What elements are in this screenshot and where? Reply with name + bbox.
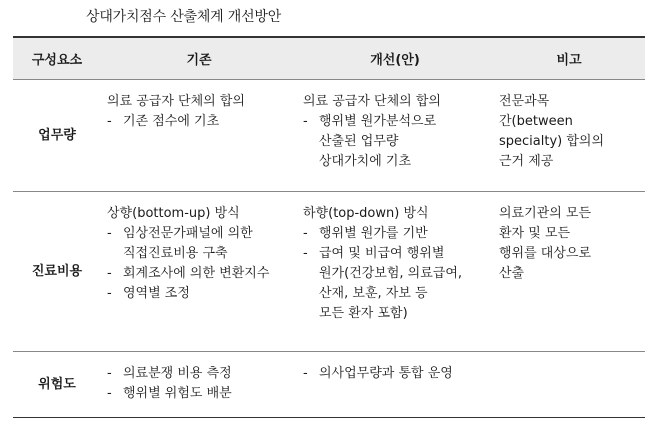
line-text: 행위별 원가를 기반	[319, 226, 428, 241]
line-text: 산출	[499, 266, 525, 281]
line-text: 근거 제공	[499, 154, 554, 169]
text-line	[499, 204, 641, 224]
header-remarks: 비고	[493, 37, 645, 80]
text-line	[499, 152, 641, 172]
line-text: 의사업무량과 통합 운영	[319, 366, 453, 381]
text-line	[499, 112, 641, 132]
table-row	[13, 192, 645, 352]
line-text: 행위별 위험도 배분	[123, 386, 232, 401]
header-component: 구성요소	[13, 37, 101, 80]
bullet-line	[303, 112, 489, 132]
text-line	[303, 152, 489, 172]
cell-existing	[101, 80, 297, 192]
dash-marker: -	[303, 366, 308, 381]
cell-improved	[297, 80, 493, 192]
line-text: 직접진료비용 구축	[123, 246, 228, 261]
text-line	[107, 204, 293, 224]
cell-improved	[297, 192, 493, 352]
line-text: 원가(건강보험, 의료급여,	[319, 266, 463, 281]
line-text: 산재, 보훈, 자보 등	[319, 286, 428, 301]
dash-marker: -	[303, 246, 308, 261]
text-line	[303, 284, 489, 304]
line-text: 의료기관의 모든	[499, 206, 592, 221]
bullet-line	[107, 112, 293, 132]
text-line	[499, 224, 641, 244]
text-line	[499, 92, 641, 112]
line-text: specialty) 합의의	[499, 134, 605, 149]
line-text: 의료 공급자 단체의 합의	[303, 94, 441, 109]
line-text: 하향(top-down) 방식	[303, 206, 429, 221]
cell-remarks	[493, 192, 645, 352]
cell-remarks	[493, 352, 645, 418]
bullet-line	[107, 264, 293, 284]
row-label-practice-cost: 진료비용	[13, 192, 101, 352]
header-existing: 기존	[101, 37, 297, 80]
header-row	[13, 37, 645, 80]
bullet-line	[303, 224, 489, 244]
line-text: 행위를 대상으로	[499, 246, 592, 261]
line-text: 회계조사에 의한 변환지수	[123, 266, 270, 281]
bullet-line	[107, 384, 293, 404]
line-text: 행위별 원가분석으로	[319, 114, 437, 129]
dash-marker: -	[107, 114, 112, 129]
bullet-line	[107, 364, 293, 384]
row-label-workload: 업무량	[13, 80, 101, 192]
bullet-line	[107, 284, 293, 304]
line-text: 임상전문가패널에 의한	[123, 226, 253, 241]
table-row	[13, 352, 645, 418]
dash-marker: -	[107, 286, 112, 301]
line-text: 상대가치에 기초	[319, 154, 412, 169]
bullet-line	[303, 364, 489, 384]
line-text: 영역별 조정	[123, 286, 190, 301]
comparison-table	[13, 36, 645, 418]
row-label-risk: 위험도	[13, 352, 101, 418]
text-line	[107, 244, 293, 264]
cell-existing	[101, 192, 297, 352]
line-text: 간(between	[499, 114, 573, 129]
cell-existing	[101, 352, 297, 418]
text-line	[303, 204, 489, 224]
bullet-line	[303, 244, 489, 264]
dash-marker: -	[303, 114, 308, 129]
cell-remarks	[493, 80, 645, 192]
dash-marker: -	[303, 226, 308, 241]
text-line	[303, 264, 489, 284]
line-text: 기존 점수에 기초	[123, 114, 220, 129]
text-line	[303, 132, 489, 152]
text-line	[499, 264, 641, 284]
header-improved: 개선(안)	[297, 37, 493, 80]
text-line	[303, 92, 489, 112]
line-text: 전문과목	[499, 94, 550, 109]
text-line	[303, 304, 489, 324]
text-line	[107, 92, 293, 112]
line-text: 의료 공급자 단체의 합의	[107, 94, 245, 109]
cell-improved	[297, 352, 493, 418]
dash-marker: -	[107, 366, 112, 381]
document-title: 상대가치점수 산출체계 개선방안	[86, 9, 282, 25]
text-line	[499, 132, 641, 152]
table-row	[13, 80, 645, 192]
line-text: 상향(bottom-up) 방식	[107, 206, 240, 221]
line-text: 환자 및 모든	[499, 226, 571, 241]
text-line	[499, 244, 641, 264]
bullet-line	[107, 224, 293, 244]
line-text: 의료분쟁 비용 측정	[123, 366, 232, 381]
line-text: 모든 환자 포함)	[319, 306, 408, 321]
line-text: 급여 및 비급여 행위별	[319, 246, 445, 261]
dash-marker: -	[107, 386, 112, 401]
dash-marker: -	[107, 266, 112, 281]
line-text: 산출된 업무량	[319, 134, 399, 149]
dash-marker: -	[107, 226, 112, 241]
